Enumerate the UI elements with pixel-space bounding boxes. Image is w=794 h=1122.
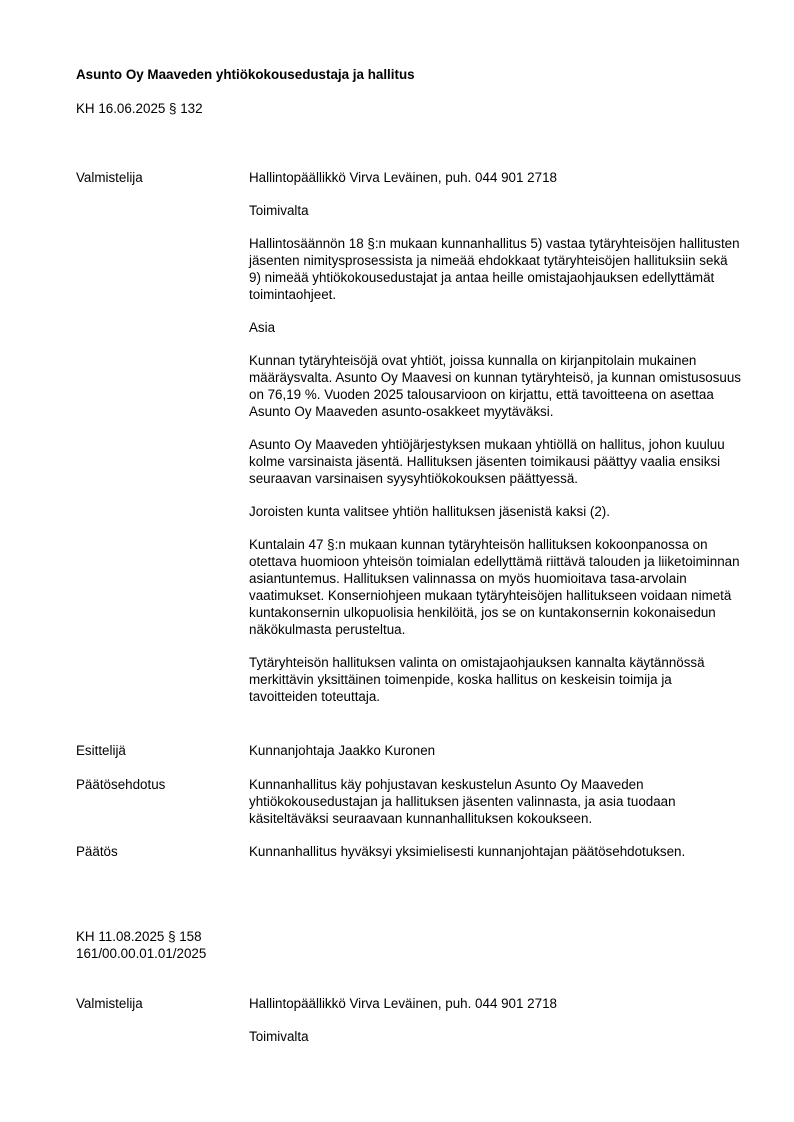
paragraph-omistajaohjaus: Tytäryhteisön hallituksen valinta on omistajaohjauksen kannalta käytännössä merkittävin yksittäinen toimenpide, koska hallitus on keskeisin toimija ja tavoitteiden toteuttaja. [249, 655, 705, 704]
meeting-reference: KH 16.06.2025 § 132 [76, 101, 203, 116]
meeting-reference-2-line2: 161/00.00.01.01/2025 [76, 946, 207, 961]
paragraph-joroisten-kunta: Joroisten kunta valitsee yhtiön hallituksen jäsenistä kaksi (2). [249, 504, 610, 519]
valmistelija-content-2 [249, 995, 741, 1045]
paatosehdotus-value: Kunnanhallitus käy pohjustavan keskustelun Asunto Oy Maaveden yhtiökokousedustajan ja hallituksen jäsenten valinnasta, ja asia tuodaan käsiteltäväksi seuraavaan kunnanhallituksen kokoukseen. [249, 777, 676, 826]
paatos-value: Kunnanhallitus hyväksyi yksimielisesti kunnanjohtajan päätösehdotuksen. [249, 844, 686, 859]
paragraph-hallintosaanto: Hallintosäännön 18 §:n mukaan kunnanhallitus 5) vastaa tytäryhteisöjen hallitusten jäsenten nimitysprosessista ja nimeää ehdokkaat tytäryhteisöjen hallituksiin sekä 9) nimeää yhtiökokousedustajat ja antaa heille omistajaohjauksen edellyttämät toimintaohjeet. [249, 236, 740, 302]
document-title: Asunto Oy Maaveden yhtiökokousedustaja ja hallitus [76, 67, 415, 82]
heading-asia: Asia [249, 320, 276, 335]
meeting-reference-2 [76, 928, 206, 962]
valmistelija-content [249, 169, 741, 705]
paragraph-tytaryhteisot: Kunnan tytäryhteisöjä ovat yhtiöt, joissa kunnalla on kirjanpitolain mukainen määräysvalta. Asunto Oy Maavesi on kunnan tytäryhteisö, ja kunnan omistusosuus on 76,19 %. Vuoden 2025 talousarvioon on kirjattu, että tavoitteena on asettaa Asunto Oy Maaveden asunto-osakkeet myytäväksi. [249, 353, 741, 419]
valmistelija-value-2: Hallintopäällikkö Virva Leväinen, puh. 044 901 2718 [249, 996, 557, 1011]
valmistelija-label-2: Valmistelija [76, 996, 143, 1011]
paragraph-kuntalaki: Kuntalain 47 §:n mukaan kunnan tytäryhteisön hallituksen kokoonpanossa on otettava huomioon yhteisön toimialan edellyttämä riittävä talouden ja liiketoiminnan asiantuntemus. Hallituksen valinnassa on myös huomioitava tasa-arvolain vaatimukset. Konserniohjeen mukaan tytäryhteisöjen hallitukseen voidaan nimetä kuntakonsernin ulkopuolisia henkilöitä, jos se on kuntakonsernin kokonaisedun näkökulmasta perusteltua. [249, 537, 740, 637]
heading-toimivalta: Toimivalta [249, 203, 309, 218]
esittelija-label: Esittelijä [76, 743, 126, 758]
valmistelija-value: Hallintopäällikkö Virva Leväinen, puh. 044 901 2718 [249, 170, 557, 185]
heading-toimivalta-2: Toimivalta [249, 1029, 309, 1044]
esittelija-value: Kunnanjohtaja Jaakko Kuronen [249, 743, 436, 758]
paatos-label: Päätös [76, 844, 118, 859]
paragraph-yhtiojarjestys: Asunto Oy Maaveden yhtiöjärjestyksen mukaan yhtiöllä on hallitus, johon kuuluu kolme varsinaista jäsentä. Hallituksen jäsenten toimikausi päättyy vaalia ensiksi seuraavan varsinaisen syysyhtiökokouksen päättyessä. [249, 437, 725, 486]
meeting-reference-2-line1: KH 11.08.2025 § 158 [76, 929, 202, 944]
paatosehdotus-label: Päätösehdotus [76, 777, 166, 792]
valmistelija-label: Valmistelija [76, 170, 143, 185]
